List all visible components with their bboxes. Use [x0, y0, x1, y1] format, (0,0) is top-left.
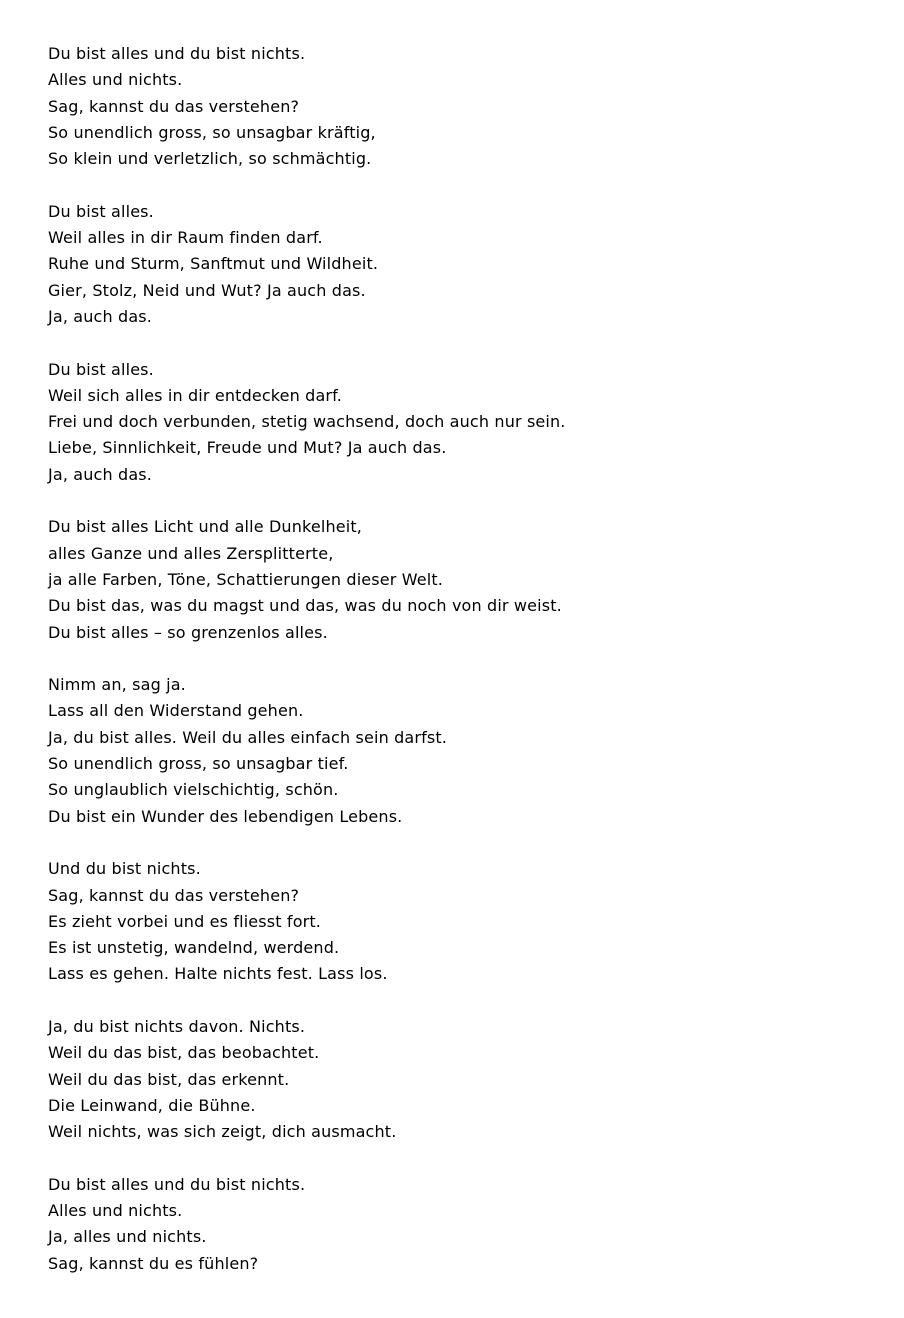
poem-line: Du bist alles. — [48, 201, 154, 221]
poem-line: Alles und nichts. — [48, 1201, 183, 1221]
poem-line: Ja, du bist nichts davon. Nichts. — [48, 1016, 306, 1036]
poem-line: Ja, du bist alles. Weil du alles einfach sein darfst. — [48, 727, 448, 747]
poem-line: Die Leinwand, die Bühne. — [48, 1095, 256, 1115]
poem-line: Weil du das bist, das erkennt. — [48, 1069, 290, 1089]
poem-line: Frei und doch verbunden, stetig wachsend, doch auch nur sein. — [48, 412, 566, 432]
poem-line: Ja, auch das. — [48, 464, 152, 484]
poem-line: alles Ganze und alles Zersplitterte, — [48, 543, 334, 563]
poem-line: Ruhe und Sturm, Sanftmut und Wildheit. — [48, 254, 379, 274]
poem-line: Ja, alles und nichts. — [48, 1227, 207, 1247]
poem-line: ja alle Farben, Töne, Schattierungen dieser Welt. — [48, 569, 444, 589]
stanza-3 — [48, 357, 868, 488]
poem-line: Du bist alles – so grenzenlos alles. — [48, 622, 328, 642]
poem-line: Weil du das bist, das beobachtet. — [48, 1043, 320, 1063]
poem-line: Ja, auch das. — [48, 306, 152, 326]
poem-body — [48, 41, 868, 1303]
stanza-4 — [48, 514, 868, 645]
poem-line: Du bist das, was du magst und das, was du noch von dir weist. — [48, 596, 562, 616]
poem-line: Weil nichts, was sich zeigt, dich ausmacht. — [48, 1122, 397, 1142]
stanza-1 — [48, 41, 868, 172]
poem-line: Weil alles in dir Raum finden darf. — [48, 228, 323, 248]
poem-line: So klein und verletzlich, so schmächtig. — [48, 149, 372, 169]
poem-line: Und du bist nichts. — [48, 859, 201, 879]
stanza-8 — [48, 1172, 868, 1277]
poem-line: Gier, Stolz, Neid und Wut? Ja auch das. — [48, 280, 366, 300]
poem-line: So unendlich gross, so unsagbar tief. — [48, 754, 349, 774]
poem-line: Du bist alles und du bist nichts. — [48, 1174, 306, 1194]
stanza-7 — [48, 1014, 868, 1145]
poem-line: Du bist alles Licht und alle Dunkelheit, — [48, 517, 362, 537]
poem-line: Du bist alles. — [48, 359, 154, 379]
poem-line: Du bist ein Wunder des lebendigen Lebens. — [48, 806, 403, 826]
poem-line: Sag, kannst du das verstehen? — [48, 96, 300, 116]
poem-line: Es ist unstetig, wandelnd, werdend. — [48, 938, 340, 958]
poem-line: Es zieht vorbei und es fliesst fort. — [48, 911, 322, 931]
poem-line: Nimm an, sag ja. — [48, 675, 186, 695]
poem-line: Lass all den Widerstand gehen. — [48, 701, 304, 721]
poem-line: Alles und nichts. — [48, 70, 183, 90]
poem-line: So unendlich gross, so unsagbar kräftig, — [48, 122, 376, 142]
stanza-2 — [48, 199, 868, 330]
poem-line: Weil sich alles in dir entdecken darf. — [48, 385, 343, 405]
poem-line: Sag, kannst du es fühlen? — [48, 1253, 259, 1273]
poem-line: Du bist alles und du bist nichts. — [48, 44, 306, 63]
poem-line: Lass es gehen. Halte nichts fest. Lass los. — [48, 964, 388, 984]
stanza-6 — [48, 856, 868, 987]
poem-line: Liebe, Sinnlichkeit, Freude und Mut? Ja auch das. — [48, 438, 447, 458]
stanza-5 — [48, 672, 868, 830]
poem-line: Sag, kannst du das verstehen? — [48, 885, 300, 905]
poem-line: So unglaublich vielschichtig, schön. — [48, 780, 339, 800]
